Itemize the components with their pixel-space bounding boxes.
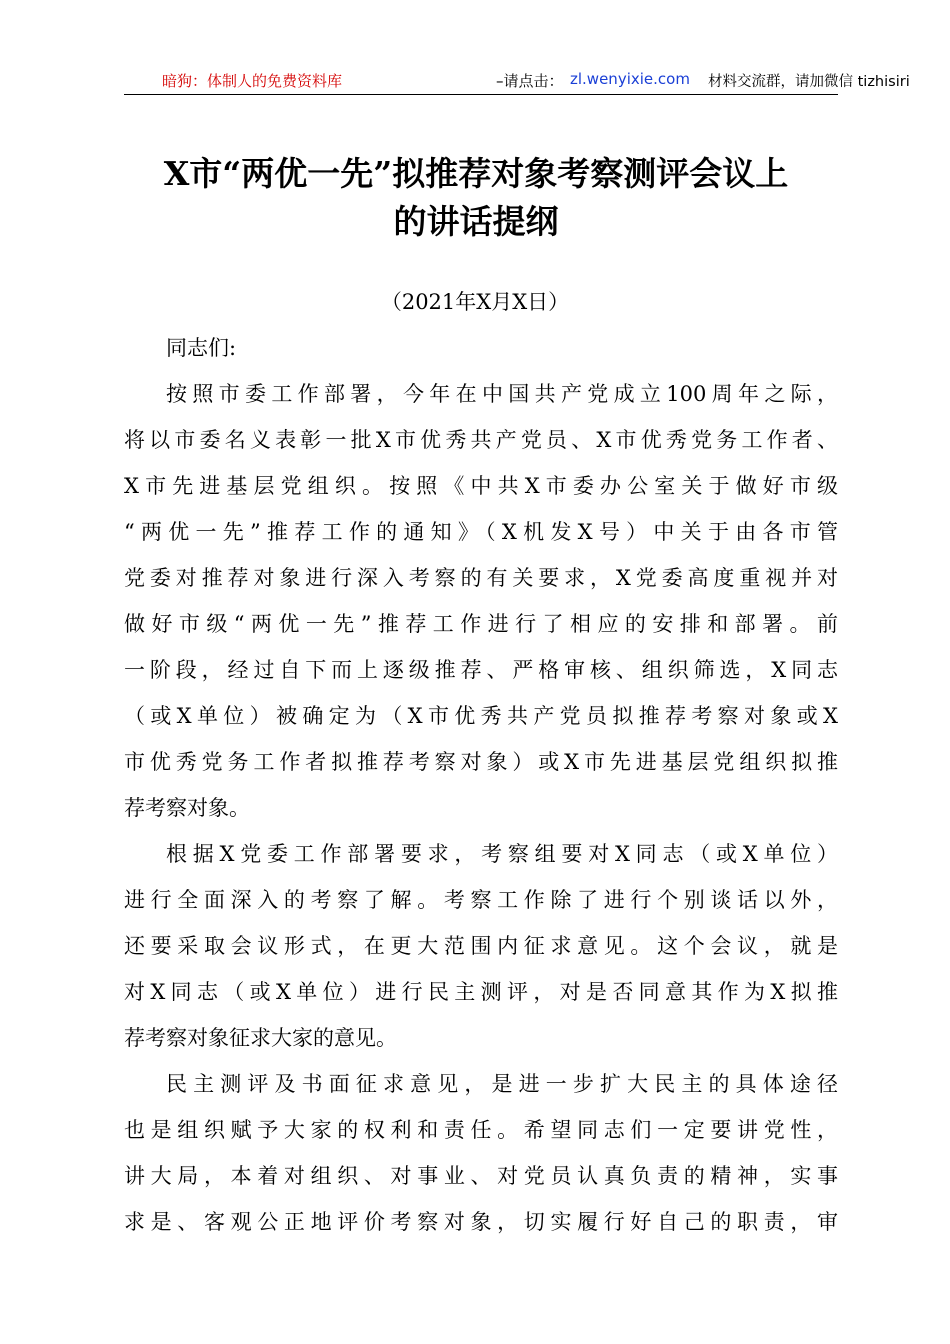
body-line: 进行全面深入的考察了解。考察工作除了进行个别谈话以外， — [124, 888, 838, 912]
header-group-text: 材料交流群，请加微信 tizhisiri — [708, 74, 910, 90]
body-line: （或X单位）被确定为（X市优秀共产党员拟推荐考察对象或X — [124, 704, 838, 728]
body-line: 讲大局，本着对组织、对事业、对党员认真负责的精神，实事 — [124, 1164, 838, 1188]
header-click-prefix: –请点击： — [496, 72, 564, 90]
greeting: 同志们: — [166, 336, 237, 360]
page-header — [124, 68, 910, 95]
body-line: 根据X党委工作部署要求，考察组要对X同志（或X单位） — [166, 842, 838, 866]
document-date: （2021年X月X日） — [380, 290, 570, 314]
body-line: 按照市委工作部署，今年在中国共产党成立100周年之际， — [166, 382, 838, 406]
body-line: 民主测评及书面征求意见，是进一步扩大民主的具体途径 — [166, 1072, 838, 1096]
body-line: 求是、客观公正地评价考察对象，切实履行好自己的职责，审 — [124, 1210, 838, 1234]
document-title-line-2: 的讲话提纲 — [393, 202, 559, 241]
body-line: “两优一先”推荐工作的通知》（X机发X号）中关于由各市管 — [124, 520, 838, 544]
body-line: 也是组织赋予大家的权利和责任。希望同志们一定要讲党性， — [124, 1118, 838, 1142]
document-title-line-1: X市“两优一先”拟推荐对象考察测评会议上 — [163, 154, 789, 193]
body-line: 做好市级“两优一先”推荐工作进行了相应的安排和部署。前 — [124, 612, 838, 636]
body-line: 一阶段，经过自下而上逐级推荐、严格审核、组织筛选，X同志 — [124, 658, 838, 682]
body-line: 荐考察对象。 — [124, 796, 250, 820]
header-url-link[interactable]: zl.wenyixie.com — [570, 70, 690, 88]
header-brand-text: 暗狗：体制人的免费资料库 — [162, 72, 343, 90]
body-line: 市优秀党务工作者拟推荐考察对象）或X市先进基层党组织拟推 — [124, 750, 838, 774]
body-line: 党委对推荐对象进行深入考察的有关要求，X党委高度重视并对 — [124, 566, 838, 590]
body-line: 荐考察对象征求大家的意见。 — [124, 1026, 397, 1050]
body-line: 将以市委名义表彰一批X市优秀共产党员、X市优秀党务工作者、 — [124, 428, 838, 452]
body-line: 对X同志（或X单位）进行民主测评，对是否同意其作为X拟推 — [124, 980, 838, 1004]
body-line: X市先进基层党组织。按照《中共X市委办公室关于做好市级 — [124, 474, 838, 498]
body-line: 还要采取会议形式，在更大范围内征求意见。这个会议，就是 — [124, 934, 838, 958]
